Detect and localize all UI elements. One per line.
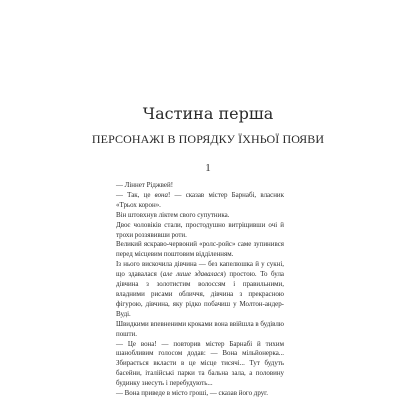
paragraph (116, 389, 284, 399)
paragraph (116, 240, 284, 260)
text-segment: Швидкими впевненими кроками вона ввійшла в будівлю пошти. (116, 319, 284, 338)
text-segment: Двоє чоловіків стали, простодушно витріщивши очі й трохи роззявивши роти. (116, 220, 284, 239)
part-title: Частина перша (142, 104, 274, 123)
paragraph (116, 340, 284, 390)
text-segment: ) простою. То була дівчина з золотистим волоссям і правильними, владними рисами обличчя, дівчина з прекрасною фігурою, дівчина, яку рідко побачиш у Молтон-андер-Вуді. (116, 270, 285, 318)
text-segment: ! — сказав містер Барнабі, власник «Трьох корон». (116, 190, 284, 209)
paragraph (116, 211, 284, 221)
italic-text: вона (154, 190, 168, 199)
paragraph (116, 260, 284, 319)
text-segment: — Так, це (116, 190, 155, 199)
paragraph (116, 181, 284, 191)
chapter-number: 1 (205, 162, 211, 174)
paragraph (116, 191, 284, 211)
paragraph (116, 221, 284, 241)
italic-text: але лише здавалася (162, 270, 224, 279)
text-segment: Із нього вискочила дівчина — без капелюшка й у сукні, що здавалася ( (116, 260, 284, 279)
text-segment: — Вона приведе в місто гроші, — сказав його друг. (116, 389, 268, 398)
chapter-body-text (116, 181, 284, 399)
text-segment: — Це вона! — повторив містер Барнабі й тихим шанобливим голосом додав: — Вона мільйонерка... Збирається вкласти в це місце тисячі... Тут будуть басейни, італійські парки та бальна зала, а половину будинку знесуть і перебудують... (116, 339, 284, 388)
paragraph (116, 320, 284, 340)
text-segment: Він штовхнув ліктем свого супутника. (116, 210, 230, 219)
text-segment: — Ліннет Ріджвей! (116, 181, 174, 189)
part-subtitle: ПЕРСОНАЖІ В ПОРЯДКУ ЇХНЬОЇ ПОЯВИ (91, 132, 325, 146)
text-segment: Великий яскраво-червоний «ролс-ройс» саме зупинився перед місцевим поштовим відділенням. (116, 240, 284, 259)
